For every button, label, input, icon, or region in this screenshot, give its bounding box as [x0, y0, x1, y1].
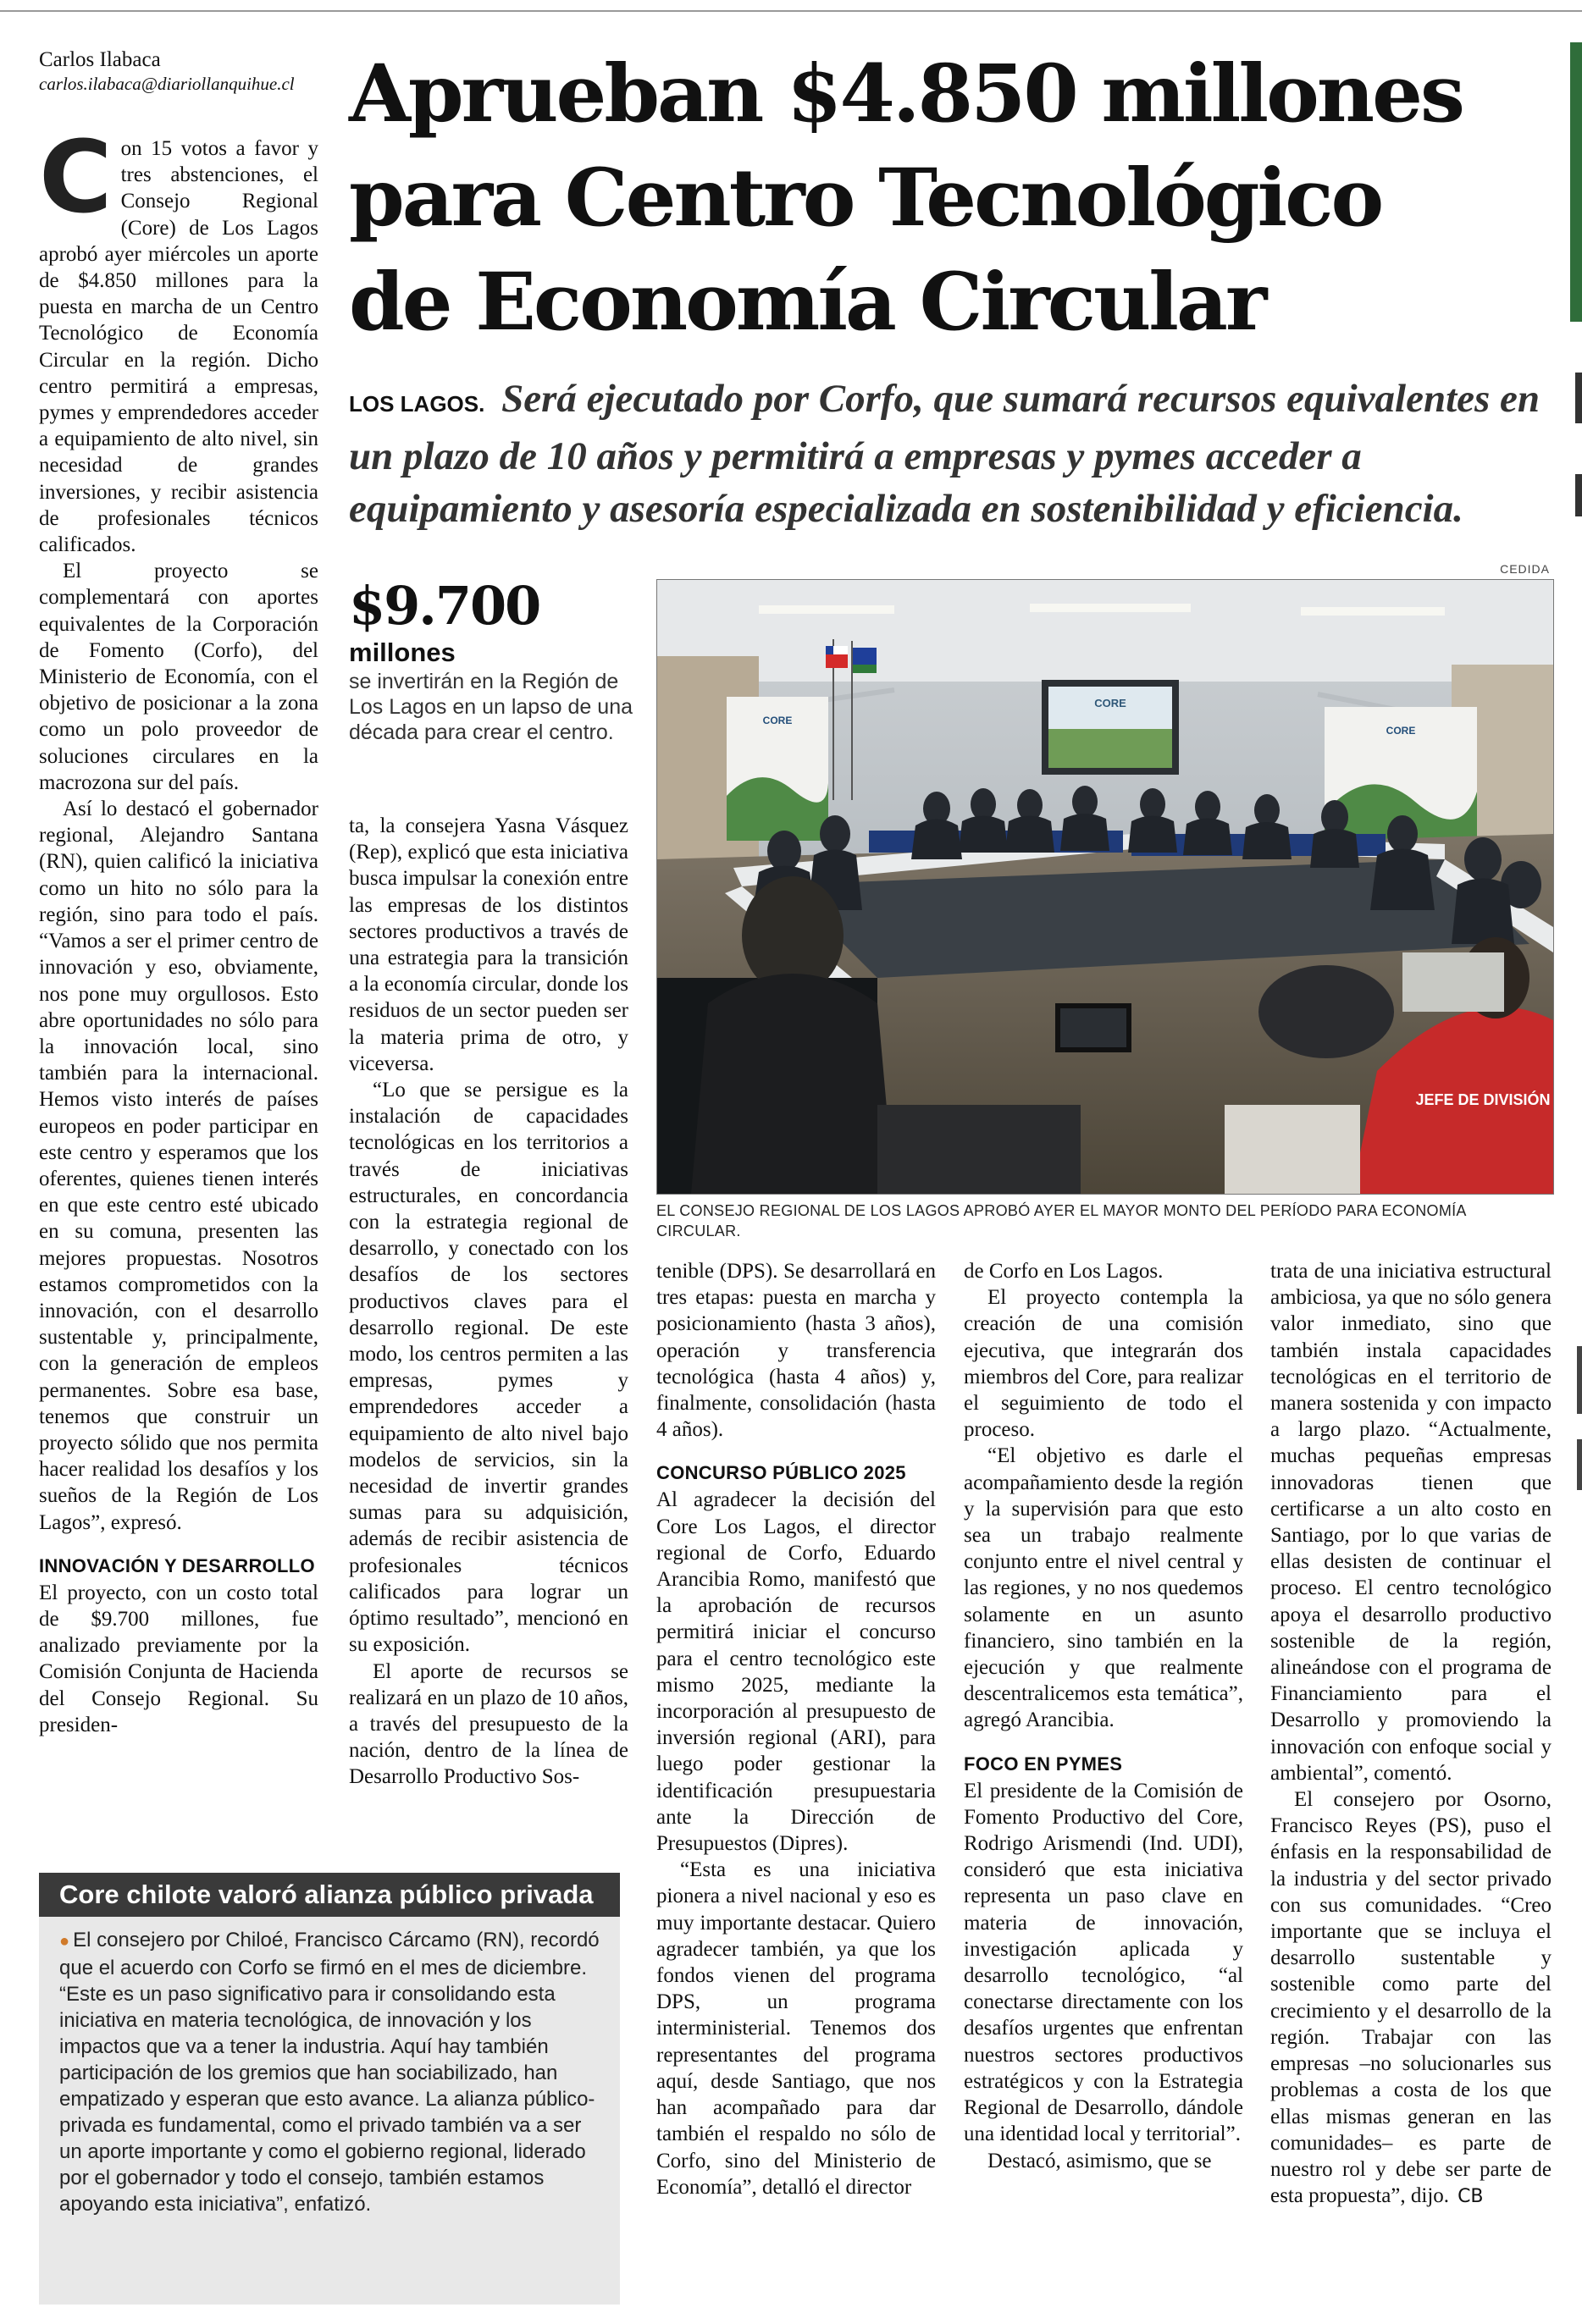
col2-paragraph-2: “Lo que se persigue es la instalación de capacidades tecnológicas en los territorios a través de iniciativas estructurales, en concordancia con la estrategia regional de desarrollo, y conectado con los desafíos de los sectores productivos claves para el desarrollo regional. De este modo, los centros permiten a las empresas, pymes y emprendedores acceder a equipamiento de alto nivel bajo modelos de servicios, sin la necesidad de invertir grandes sumas para su adquisición, además de recibir asistencia de profesionales técnicos calificados para lograr un óptimo resultado”, mencionó en su exposición. — [349, 1079, 628, 1657]
column-5 — [1270, 1258, 1552, 2210]
bullet-icon: ● — [59, 1932, 70, 1951]
col3-paragraph-1: tenible (DPS). Se desarrollará en tres etapas: puesta en marcha y posicionamiento (hasta 3 años), operación y transferencia tecnológica (hasta 4 años) y, finalmente, consolidación (hasta 4 años). — [656, 1260, 936, 1442]
meeting-photo — [656, 579, 1554, 1195]
fact-box — [349, 576, 637, 745]
col2-paragraph-1: ta, la consejera Yasna Vásquez (Rep), explicó que esta iniciativa busca impulsar la conexión entre las empresas de los distintos sectores productivos a través de una estrategia para la transición a la economía circular, donde los residuos de un sector pueden ser la materia prima de otro, y viceversa. — [349, 814, 628, 1075]
end-mark-icon: CB — [1458, 2186, 1484, 2208]
col1-paragraph-2: El proyecto se complementará con aportes equivalentes de la Corporación de Fomento (Corfo), del Ministerio de Economía, con el objetivo de posicionar a la zona como un polo proveedor de soluciones circulares en la macrozona sur del país. — [39, 560, 318, 794]
headline-line-3: de Economía Circular — [349, 256, 1265, 349]
col4-paragraph-5: Destacó, asimismo, que se — [987, 2149, 1212, 2172]
col1-paragraph-1: Con 15 votos a favor y tres abstenciones, el Consejo Regional (Core) de Los Lagos aprobó ayer miércoles un aporte de $4.850 millones para la puesta en marcha de un Centro Tecnológico de Economía Circular en la región. Dicho centro permitirá a empresas, pymes y emprendedores acceder a equipamiento de alto nivel, sin necesidad de grandes inversiones, y recibir asistencia de profesionales técnicos calificados. — [39, 119, 318, 557]
col2-paragraph-3: El aporte de recursos se realizará en un plazo de 10 años, a través del presupuesto de la nación, dentro de la línea de Desarrollo Productivo Sos- — [349, 1659, 628, 1789]
headline-line-1: Aprueban $4.850 millones — [349, 47, 1463, 141]
banner-logo-left: CORE — [762, 715, 793, 726]
subhead-concurso: CONCURSO PÚBLICO 2025 — [656, 1462, 906, 1484]
col4-paragraph-3: “El objetivo es darle el acompañamiento desde la región y la supervisión para que esto sea un trabajo realmente conjunto entre el nivel central y las regiones, y no nos quedemos solamente en un asunto financiero, sino también en la ejecución y que realmente descentralicemos esta temática”, agregó Arancibia. — [964, 1444, 1243, 1732]
subhead-innovacion: INNOVACIÓN Y DESARROLLO — [39, 1554, 315, 1576]
author-name: Carlos Ilabaca — [39, 48, 161, 71]
photo-credit: CEDIDA — [1500, 562, 1550, 576]
sidebar-text: El consejero por Chiloé, Francisco Cárcamo (RN), recordó que el acuerdo con Corfo se firmó en el mes de diciembre. “Este es un paso significativo para ir consolidando esta iniciativa en materia tecnológica, de innovación y los impactos que va a tener la industria. Aquí hay también participación de los gremios que han sociabilizado, han empatizado y esperan que esto avance. La alianza público-privada es fundamental, como el privado también va a ser un aporte importante y como el gobierno regional, liderado por el gobernador y todo el consejo, también estamos apoyando esta iniciativa”, enfatizó. — [59, 1929, 600, 2216]
jacket-text: JEFE DE DIVISIÓN — [1415, 1091, 1551, 1108]
deck-text: Será ejecutado por Corfo, que sumará recursos equivalentes en un plazo de 10 años y permitirá a empresas y pymes acceder a equipamiento y asesoría especializada en sostenibilidad y eficiencia. — [349, 377, 1541, 531]
column-3 — [656, 1258, 936, 2200]
column-4 — [964, 1258, 1243, 2174]
photo-caption: EL CONSEJO REGIONAL DE LOS LAGOS APROBÓ AYER EL MAYOR MONTO DEL PERÍODO PARA ECONOMÍA CIRCULAR. — [656, 1202, 1466, 1239]
author-email: carlos.ilabaca@diariollanquihue.cl — [39, 74, 295, 94]
col4-paragraph-2: El proyecto contempla la creación de una comisión ejecutiva, que integrarán dos miembros del Core, para realizar el seguimiento de todo el proceso. — [964, 1286, 1243, 1442]
banner-logo-right: CORE — [1386, 725, 1416, 737]
col3-paragraph-3: “Esta es una iniciativa pionera a nivel nacional y eso es muy importante destacar. Quiero agradecer también, ya que los fondos vienen del programa DPS, un programa interministerial. Tenemos dos representantes del programa aquí, desde Santiago, que nos han acompañado para dar también el respaldo no sólo de Corfo, sino del Ministerio de Economía”, detalló el director — [656, 1858, 936, 2199]
subhead-foco: FOCO EN PYMES — [964, 1753, 1123, 1775]
fact-unit: millones — [349, 638, 456, 667]
deck-location: LOS LAGOS. — [349, 391, 485, 417]
column-2 — [349, 813, 628, 1791]
col5-paragraph-2: El consejero por Osorno, Francisco Reyes (PS), puso el énfasis en la responsabilidad de la industria y del sector privado con sus comunidades. “Creo importante que se incluya el desarrollo sustentable y sostenible como parte del crecimiento y el desarrollo de la región. Trabajar con las empresas –no solucionarles sus problemas a costa de los que ellas mismas generan en las comunidades– es parte de nuestro rol y debe ser parte de esta propuesta”, dijo. CB — [1270, 1788, 1552, 2208]
adjacent-page-strip — [1567, 34, 1582, 2320]
meeting-photo-illustration — [657, 580, 1553, 1194]
screen-logo: CORE — [1094, 697, 1126, 709]
sidebar-box — [39, 1873, 620, 2305]
col1-paragraph-3: Así lo destacó el gobernador regional, Alejandro Santana (RN), quien calificó la iniciativa como un hito no sólo para la región, sino para todo el país. “Vamos a ser el primer centro de innovación y eso, obviamente, nos pone muy orgullosos. Esto abre oportunidades no sólo para la innovación local, sino también para la internacional. Hemos visto interés de países europeos en poder participar en este centro y esperamos que los oferentes, quienes tienen interés en que este centro esté ubicado en su comuna, presenten las mejores propuestas. Nosotros estamos comprometidos con la innovación, con el desarrollo sustentable y, principalmente, con la generación de empleos permanentes. Sobre esa base, tenemos que construir un proyecto sólido que nos permita hacer realidad los desafíos y los sueños de la Región de Los Lagos”, expresó. — [39, 798, 318, 1534]
top-rule — [0, 10, 1582, 12]
col5-paragraph-1: trata de una iniciativa estructural ambiciosa, ya que no sólo genera valor inmediato, sino que también instala capacidades tecnológicas en el territorio de manera sostenida y con impacto a largo plazo. “Actualmente, muchas pequeñas empresas innovadoras tienen que certificarse a un alto costo en Santiago, por lo que varias de ellas desisten de continuar el proceso. El centro tecnológico apoya el desarrollo productivo sostenible de la región, alineándose con el programa de Financiamiento para el Desarrollo y promoviendo la innovación con enfoque social y ambiental”, comentó. — [1270, 1260, 1552, 1785]
headline-line-2: para Centro Tecnológico — [349, 152, 1382, 245]
column-1 — [39, 119, 318, 1738]
deck — [349, 373, 1552, 535]
dropcap: C — [39, 119, 113, 235]
col4-paragraph-4: El presidente de la Comisión de Fomento Productivo del Core, Rodrigo Arismendi (Ind. UDI), consideró que esta iniciativa representa un paso clave en materia de innovación, investigación aplicada y desarrollo tecnológico, “al conectarse directamente con los desafíos urgentes que enfrentan nuestros sectores productivos estratégicos y con la Estrategia Regional de Desarrollo, dándole una identidad local y territorial”. — [964, 1779, 1243, 2146]
col3-paragraph-2: Al agradecer la decisión del Core Los Lagos, el director regional de Corfo, Eduardo Arancibia Romo, manifestó que la aprobación de recursos permitirá iniciar el concurso para el centro tecnológico este mismo 2025, mediante la incorporación al presupuesto de inversión regional (ARI), para luego poder gestionar la identificación presupuestaria ante la Dirección de Presupuestos (Dipres). — [656, 1488, 936, 1856]
sidebar-body — [39, 1917, 620, 2217]
fact-amount: $9.700 — [349, 575, 540, 637]
col1-paragraph-4: El proyecto, con un costo total de $9.700 millones, fue analizado previamente por la Comisión Conjunta de Hacienda del Consejo Regional. Su presiden- — [39, 1581, 318, 1736]
headline — [349, 42, 1552, 355]
sidebar-title: Core chilote valoró alianza público privada — [39, 1873, 620, 1917]
col4-paragraph-1: de Corfo en Los Lagos. — [964, 1260, 1164, 1283]
byline — [39, 47, 327, 95]
adjacent-page-edge — [1567, 34, 1582, 2320]
fact-description: se invertirán en la Región de Los Lagos en un lapso de una década para crear el centro. — [349, 670, 633, 744]
